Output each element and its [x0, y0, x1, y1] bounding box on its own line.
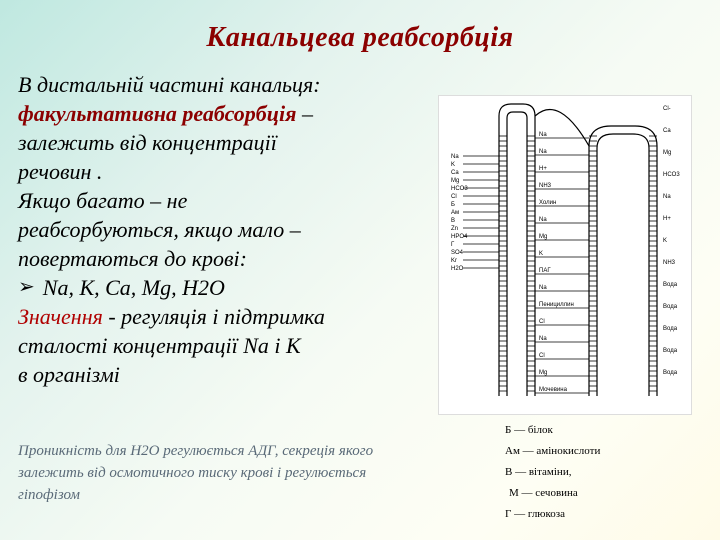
left-ion-label: Б: [451, 202, 455, 208]
text-line: [18, 302, 418, 331]
text-line: Якщо багато – не: [18, 188, 188, 213]
mid-ion-label: Mg: [539, 370, 548, 376]
left-ion-label: Cl: [451, 194, 457, 200]
right-ion-label: Вода: [663, 370, 678, 376]
tubule-outer-right: [589, 126, 657, 396]
term-significance: Значення: [18, 304, 103, 329]
mid-ion-label: Мочевина: [539, 387, 567, 393]
mid-ion-label: Na: [539, 285, 547, 291]
mid-ion-label: Na: [539, 132, 547, 138]
right-ion-label: H+: [663, 216, 671, 222]
left-ion-label: Г: [451, 242, 455, 248]
left-ion-label: Ам: [451, 210, 460, 216]
tubule-connector: [535, 109, 589, 146]
left-ion-label: SO4: [451, 250, 464, 256]
left-ion-label: Ca: [451, 170, 459, 176]
mid-ion-label: Холин: [539, 200, 557, 206]
left-ion-label: Mg: [451, 178, 460, 184]
mid-ion-label: NH3: [539, 183, 552, 189]
text-line: в організмі: [18, 362, 120, 387]
tubule-inner-right: [597, 134, 649, 396]
tubule-outer-left: [499, 104, 535, 396]
nephron-diagram: [438, 95, 692, 415]
mid-ion-label: K: [539, 251, 544, 257]
left-ion-label: K: [451, 162, 456, 168]
text-line: залежить від концентрації: [18, 130, 277, 155]
right-ion-label: Вода: [663, 326, 678, 332]
right-ion-label: Ca: [663, 128, 671, 134]
right-ion-label: Вода: [663, 304, 678, 310]
right-ion-label: K: [663, 238, 668, 244]
mid-ion-label: Na: [539, 336, 547, 342]
right-ion-label: Na: [663, 194, 671, 200]
adh-note: Проникність для H2O регулюється АДГ, секреція якого залежить від осмотичного тиску крові і регулюється гіпофізом: [18, 443, 374, 503]
text-line: повертаються до крові:: [18, 246, 247, 271]
legend-item: В — вітаміни,: [505, 466, 572, 478]
left-ion-label: В: [451, 218, 456, 224]
right-ion-label: Вода: [663, 348, 678, 354]
arrow-bullet-icon: ➢: [18, 276, 35, 298]
right-ion-label: HCO3: [663, 172, 680, 178]
mid-ion-label: Cl: [539, 319, 545, 325]
bullet-ions: [18, 273, 418, 302]
mid-ion-label: Mg: [539, 234, 548, 240]
mid-ion-label: Cl: [539, 353, 545, 359]
right-ion-label: NH3: [663, 260, 676, 266]
legend-item: Б — білок: [505, 424, 553, 436]
term-facultative: факультативна реабсорбція: [18, 101, 297, 126]
text-line: В дистальній частині канальця:: [18, 72, 321, 97]
text-line: сталості концентрації Na і K: [18, 333, 301, 358]
text-fragment: –: [296, 101, 313, 126]
main-text: [18, 70, 418, 389]
mid-ion-label: ПАГ: [539, 268, 551, 274]
nephron-svg: [439, 96, 691, 414]
right-ion-label: Mg: [663, 150, 672, 156]
left-ion-label: Na: [451, 154, 459, 160]
left-ion-label: HPO4: [451, 234, 468, 240]
legend-item: М — сечовина: [509, 487, 578, 499]
bullet-text: Na, K, Ca, Mg, H2O: [42, 275, 225, 300]
mid-ion-label: Na: [539, 217, 547, 223]
left-ion-label: HCO3: [451, 186, 468, 192]
mid-ion-label: H+: [539, 166, 547, 172]
slide-title: Канальцева реабсорбція: [206, 22, 514, 53]
right-ion-label: Вода: [663, 282, 678, 288]
left-ion-label: Zn: [451, 226, 459, 232]
text-line: реабсорбуються, якщо мало –: [18, 217, 301, 242]
legend: [505, 420, 705, 525]
text-fragment: - регуляція і підтримка: [102, 304, 325, 329]
text-line: речовин .: [18, 159, 103, 184]
legend-item: Г — глюкоза: [505, 508, 566, 520]
mid-ion-label: Пенициллин: [539, 302, 574, 308]
left-ion-label: Kr: [451, 258, 457, 264]
mid-ion-label: Na: [539, 149, 547, 155]
right-ion-label: Cl-: [663, 106, 671, 112]
tubule-inner-left: [507, 112, 527, 396]
left-ion-label: H2O: [451, 266, 464, 272]
text-line: [18, 99, 418, 128]
legend-item: Ам — амінокислоти: [505, 445, 601, 457]
